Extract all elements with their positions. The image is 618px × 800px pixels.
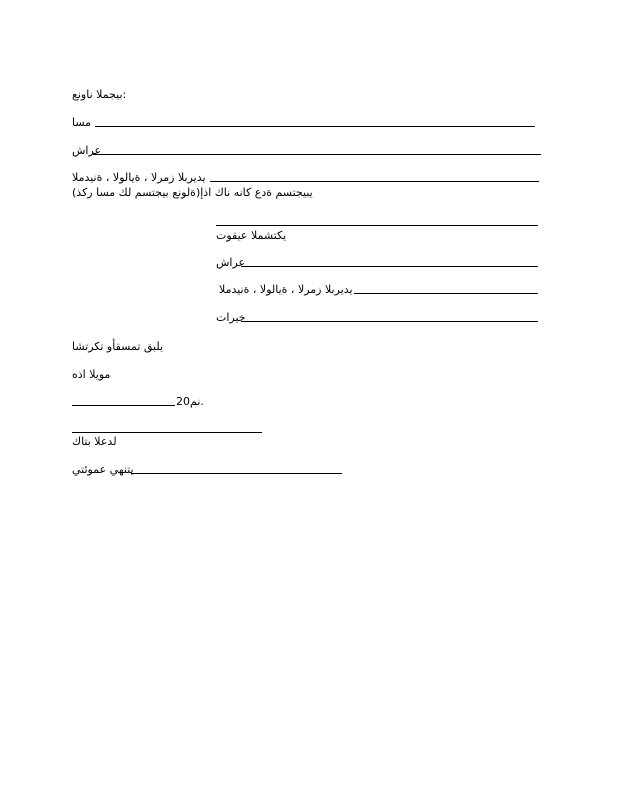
name-line[interactable] — [95, 126, 535, 127]
city-state-zip2-line[interactable] — [354, 293, 538, 294]
city-state-zip-label: يديربلا زمرلا ، ةيالولا ، ةنيدملا — [72, 171, 206, 184]
street-label: عراش — [72, 144, 102, 157]
notary-label: لدعلا بتاك — [72, 435, 117, 448]
commission-expires-label: يتنهي عموئتي — [72, 463, 134, 476]
complainant-signature-line[interactable] — [216, 225, 538, 226]
commission-expires-line[interactable] — [131, 473, 342, 474]
respondent-address-heading: بيجملا ناونع: — [72, 88, 127, 101]
street2-line[interactable] — [241, 266, 538, 267]
city-state-zip2-label: يديربلا زمرلا ، ةيالولا ، ةنيدملا — [219, 283, 353, 296]
date-line[interactable] — [241, 321, 538, 322]
city-state-zip-line[interactable] — [210, 181, 539, 182]
date-label: خيرات — [216, 311, 246, 324]
street2-label: عراش — [216, 256, 246, 269]
subscribed-sworn-text: يلبق تمسقأو تكرتشا — [72, 340, 164, 353]
year-text: نم20. — [176, 395, 204, 408]
this-day-text: مويلا اذه — [72, 368, 111, 381]
multiple-respondents-note: (ةلونع بيجتسم لك مسا ركذ)يبيجتسم ةدع كانه ناك اذإ — [72, 186, 313, 199]
notary-signature-line[interactable] — [72, 432, 262, 433]
complainant-signature-label: يكتشملا عيقوت — [216, 229, 287, 242]
month-line[interactable] — [72, 405, 175, 406]
street-line[interactable] — [93, 154, 541, 155]
name-label: مسا — [72, 116, 92, 129]
